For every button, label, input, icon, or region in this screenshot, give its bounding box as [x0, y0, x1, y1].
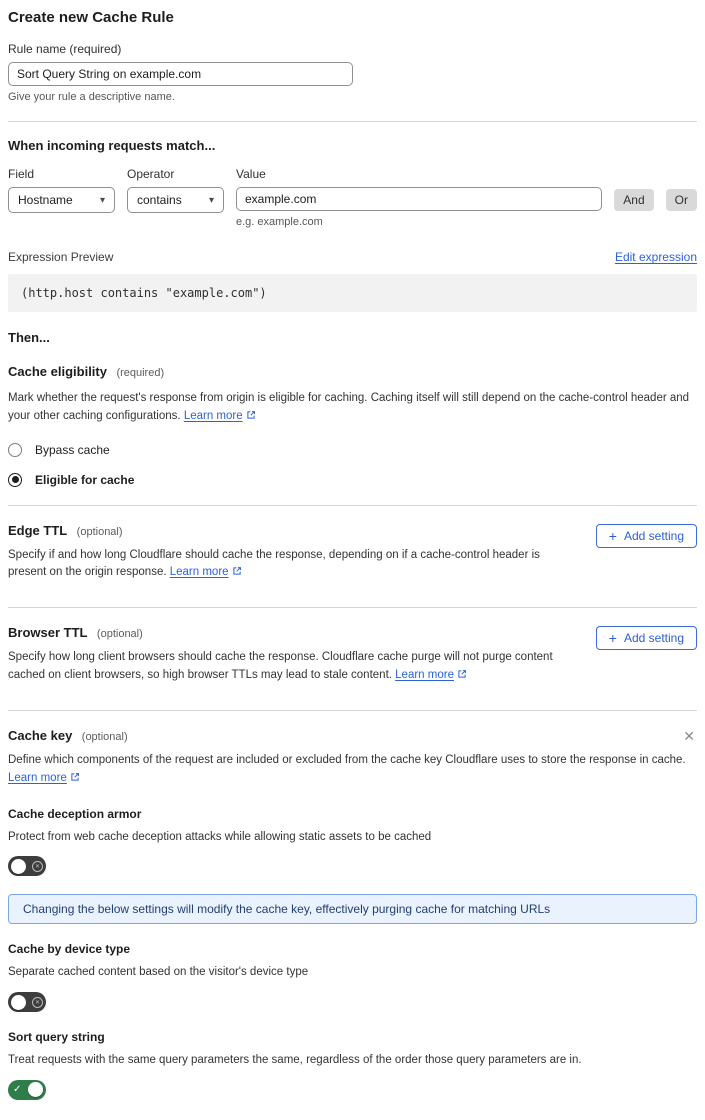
- match-condition-row: [8, 167, 697, 228]
- cache-by-device-type-title: Cache by device type: [8, 942, 131, 957]
- operator-select-value: contains: [137, 193, 182, 207]
- cache-key-warning-banner: Changing the below settings will modify the cache key, effectively purging cache for matching URLs: [8, 894, 697, 924]
- rule-name-help: Give your rule a descriptive name.: [8, 91, 175, 103]
- cache-eligibility-badge: (required): [116, 367, 165, 379]
- field-column: [8, 167, 115, 213]
- external-link-icon: [70, 771, 80, 789]
- edge-ttl-title: Edge TTL: [8, 522, 68, 538]
- browser-ttl-badge: (optional): [96, 628, 143, 641]
- divider: [8, 607, 697, 608]
- close-icon[interactable]: ✕: [683, 727, 695, 744]
- external-link-icon: [246, 409, 256, 427]
- cache-deception-armor-description: Protect from web cache deception attacks while allowing static assets to be cached: [8, 830, 432, 843]
- radio-label: Bypass cache: [35, 442, 110, 457]
- toggle-on-check-icon: ✓: [13, 1083, 22, 1095]
- browser-ttl-description: Specify how long client browsers should cache the response. Cloudflare cache purge will not purge content cached on client browsers, so high browser TTLs may lead to stale content. Learn more: [8, 649, 568, 686]
- browser-ttl-title: Browser TTL: [8, 625, 88, 641]
- plus-icon: +: [608, 527, 617, 544]
- toggle-knob: [28, 1082, 43, 1097]
- rule-name-label: Rule name (required): [8, 42, 122, 56]
- edge-ttl-add-setting-button[interactable]: + Add setting: [596, 524, 697, 548]
- plus-icon: +: [608, 630, 617, 647]
- cache-key-description: Define which components of the request are included or excluded from the cache key Cloudflare uses to store the response in cache. Learn more: [8, 752, 697, 789]
- toggle-off-x-icon: ✕: [32, 861, 43, 872]
- value-help: e.g. example.com: [236, 216, 323, 228]
- radio-option-bypass-cache[interactable]: [8, 443, 697, 457]
- cache-key-badge: (optional): [81, 730, 128, 743]
- edit-expression-link[interactable]: Edit expression: [614, 250, 697, 264]
- value-input[interactable]: [236, 187, 602, 211]
- toggle-knob: [11, 859, 26, 874]
- radio-option-eligible-for-cache[interactable]: [8, 473, 697, 487]
- chevron-down-icon: ▾: [99, 194, 105, 206]
- cache-by-device-type-description: Separate cached content based on the visitor's device type: [8, 966, 309, 979]
- edge-ttl-badge: (optional): [76, 525, 123, 538]
- cache-deception-armor-toggle[interactable]: [8, 856, 46, 876]
- learn-more-link[interactable]: Learn more: [8, 771, 67, 784]
- cache-eligibility-title: Cache eligibility: [8, 364, 107, 379]
- cache-by-device-type-toggle[interactable]: [8, 992, 46, 1012]
- page-title: Create new Cache Rule: [8, 9, 174, 26]
- field-select[interactable]: [8, 187, 115, 213]
- operator-column: [127, 167, 224, 213]
- cache-key-section: [8, 727, 697, 1100]
- edge-ttl-section: [8, 522, 697, 590]
- cache-eligibility-section: [8, 363, 697, 487]
- and-button[interactable]: And: [614, 189, 653, 211]
- edge-ttl-description: Specify if and how long Cloudflare should cache the response, depending on if a cache-control header is present on the origin response. Learn more: [8, 547, 568, 584]
- radio-unselected-icon: [8, 443, 22, 457]
- external-link-icon: [457, 668, 467, 686]
- operator-select[interactable]: [127, 187, 224, 213]
- then-heading: Then...: [8, 330, 50, 345]
- sort-query-string-title: Sort query string: [8, 1030, 105, 1045]
- expression-preview-label: Expression Preview: [8, 250, 114, 264]
- cache-deception-armor-title: Cache deception armor: [8, 806, 142, 821]
- or-button[interactable]: Or: [666, 189, 697, 211]
- operator-label: Operator: [127, 167, 175, 181]
- external-link-icon: [232, 565, 242, 583]
- toggle-knob: [11, 995, 26, 1010]
- divider: [8, 121, 697, 122]
- expression-code: (http.host contains "example.com"): [8, 274, 697, 312]
- browser-ttl-section: [8, 624, 697, 692]
- cache-key-title: Cache key: [8, 727, 73, 743]
- learn-more-link[interactable]: Learn more: [169, 566, 229, 579]
- field-label: Field: [8, 167, 35, 181]
- learn-more-link[interactable]: Learn more: [183, 409, 243, 422]
- learn-more-link[interactable]: Learn more: [395, 669, 454, 682]
- rule-name-input[interactable]: [8, 62, 353, 86]
- radio-label: Eligible for cache: [35, 472, 135, 487]
- field-select-value: Hostname: [18, 193, 73, 207]
- sort-query-string-description: Treat requests with the same query parameters the same, regardless of the order those query parameters are in.: [8, 1054, 582, 1067]
- radio-selected-icon: [8, 473, 22, 487]
- value-column: [236, 167, 602, 228]
- browser-ttl-add-setting-button[interactable]: + Add setting: [596, 626, 697, 650]
- chevron-down-icon: ▾: [208, 194, 214, 206]
- match-section-heading: When incoming requests match...: [8, 138, 216, 153]
- value-label: Value: [236, 167, 266, 181]
- expression-preview-header: [8, 250, 697, 264]
- divider: [8, 710, 697, 711]
- toggle-off-x-icon: ✕: [32, 997, 43, 1008]
- sort-query-string-toggle[interactable]: [8, 1080, 46, 1100]
- divider: [8, 505, 697, 506]
- cache-eligibility-description: Mark whether the request's response from origin is eligible for caching. Caching itself will still depend on the cache-control header and your other caching configurations. Learn more: [8, 390, 697, 427]
